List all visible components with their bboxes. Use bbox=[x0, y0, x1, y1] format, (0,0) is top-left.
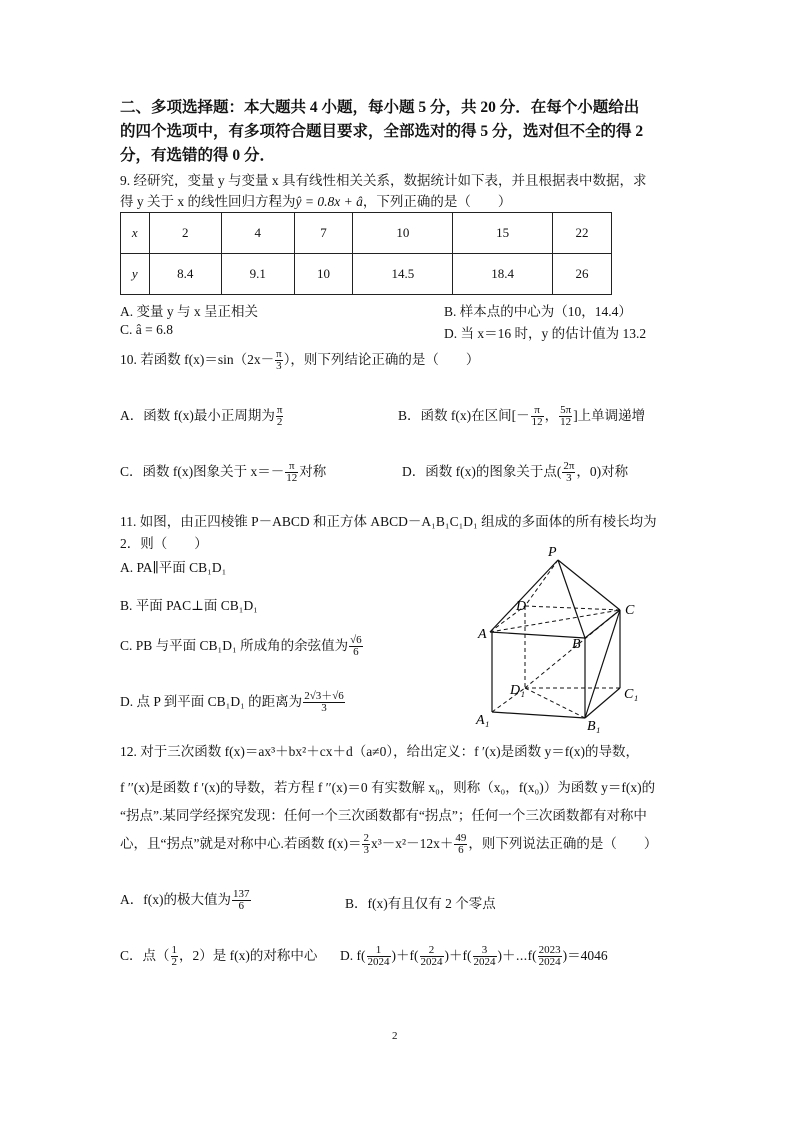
table-cell: y bbox=[121, 254, 150, 295]
polyhedron-figure bbox=[470, 540, 650, 735]
q10-option-a-text: A．函数 f(x)最小正周期为 bbox=[120, 408, 275, 423]
table-cell: 2 bbox=[149, 213, 222, 254]
edge-pc bbox=[558, 560, 620, 610]
q12-option-c-text: C．点（ bbox=[120, 948, 170, 963]
q12-option-d-end: ＝4046 bbox=[567, 948, 608, 963]
q11-c-fraction bbox=[349, 635, 363, 658]
frac-den: 3 bbox=[566, 472, 572, 485]
edge-pb bbox=[558, 560, 585, 638]
q12-fraction-49-6 bbox=[454, 833, 467, 856]
q12-stem-line-4 bbox=[120, 832, 657, 856]
q10-option-d-end: ，0)对称 bbox=[576, 464, 629, 479]
q10-option-a bbox=[120, 404, 284, 428]
q12-d-text: )＋f( bbox=[444, 948, 472, 963]
q10-option-d-text: D．函数 f(x)的图象关于点( bbox=[402, 464, 562, 479]
q12-option-c bbox=[120, 944, 317, 968]
label-p: P bbox=[548, 545, 557, 560]
q9-stem-line-2 bbox=[120, 190, 511, 210]
q10-c-fraction bbox=[285, 461, 298, 484]
q12-stem-mid: x³－x²－12x＋ bbox=[370, 836, 454, 851]
table-cell: 26 bbox=[553, 254, 612, 295]
q12-option-b: B．f(x)有且仅有 2 个零点 bbox=[345, 896, 496, 911]
label-c: C bbox=[625, 603, 635, 618]
frac-den: 2024 bbox=[420, 956, 443, 969]
q12-d-text: )＋f( bbox=[391, 948, 419, 963]
frac-num: π bbox=[285, 461, 298, 473]
q11-stem-line-1: 11. 如图，由正四棱锥 P－ABCD 和正方体 ABCD－A₁B₁C₁D₁ 组成的多面体的所有棱长均为 bbox=[120, 514, 657, 529]
table-cell: 8.4 bbox=[149, 254, 222, 295]
q9-option-b: B. 样本点的中心为（10，14.4） bbox=[444, 304, 632, 319]
q12-option-a bbox=[120, 888, 252, 912]
frac-num: 2 bbox=[420, 945, 444, 957]
frac-den: 2024 bbox=[473, 956, 496, 969]
section-header bbox=[120, 96, 680, 168]
q9-data-table bbox=[120, 212, 612, 295]
edge-a1b1 bbox=[492, 712, 585, 718]
q9-option-a: A. 变量 y 与 x 呈正相关 bbox=[120, 304, 258, 319]
frac-num: 1 bbox=[367, 945, 391, 957]
label-a: A bbox=[478, 627, 487, 642]
frac-num: 49 bbox=[455, 832, 467, 845]
edge-pd bbox=[525, 560, 558, 606]
table-cell: 18.4 bbox=[453, 254, 553, 295]
q11-option-b: B. 平面 PAC⊥面 CB₁D₁ bbox=[120, 598, 258, 613]
q11-d-fraction bbox=[303, 691, 345, 714]
table-row bbox=[121, 254, 612, 295]
label-d: D bbox=[516, 599, 527, 614]
q10-stem bbox=[120, 348, 479, 372]
page-number: 2 bbox=[392, 1030, 398, 1042]
q11-stem-line-2: 2．则（ ） bbox=[120, 536, 208, 551]
q10-stem-text: 10. 若函数 f(x)＝sin（2x－ bbox=[120, 352, 275, 367]
edge-pa bbox=[490, 560, 558, 632]
frac-num: π bbox=[276, 348, 282, 361]
q10-b-comma: ， bbox=[544, 408, 559, 423]
table-cell: 15 bbox=[453, 213, 553, 254]
q12-option-d bbox=[340, 944, 608, 968]
label-b: B bbox=[572, 637, 581, 652]
section-line-3: 分，有选错的得 0 分． bbox=[120, 147, 276, 164]
frac-den: 2 bbox=[276, 416, 283, 429]
q9-stem-line-1: 9. 经研究，变量 y 与变量 x 具有线性相关关系，数据统计如下表，并且根据表中数据，求 bbox=[120, 173, 647, 188]
frac-num: 1 bbox=[171, 944, 178, 957]
frac-den: 6 bbox=[458, 844, 464, 857]
q10-option-b-text: B．函数 f(x)在区间[－ bbox=[398, 408, 530, 423]
table-cell: 14.5 bbox=[353, 254, 453, 295]
q12-stem-line-2: f ′′(x)是函数 f ′(x)的导数，若方程 f ′′(x)＝0 有实数解 x₀，则称（x₀，f(x₀)）为函数 y＝f(x)的 bbox=[120, 780, 656, 795]
q11-option-d bbox=[120, 690, 346, 714]
q11-option-d-text: D. 点 P 到平面 CB₁D₁ 的距离为 bbox=[120, 694, 303, 709]
q12-stem-end: ，则下列说法正确的是（ ） bbox=[468, 836, 658, 851]
label-a1: A₁ bbox=[476, 713, 490, 728]
q10-a-fraction bbox=[276, 405, 284, 428]
q10-option-c bbox=[120, 460, 326, 484]
q9-option-d: D. 当 x＝16 时，y 的估计值为 13.2 bbox=[444, 326, 647, 341]
q12-option-c-end: ，2）是 f(x)的对称中心 bbox=[179, 948, 318, 963]
frac-num: 3 bbox=[473, 945, 497, 957]
table-cell: 22 bbox=[553, 213, 612, 254]
frac-num: 5π bbox=[560, 404, 572, 417]
frac-num: 2π bbox=[563, 460, 575, 473]
q12-fraction-2-3 bbox=[362, 833, 370, 856]
frac-den: 12 bbox=[286, 472, 298, 485]
frac-den: 6 bbox=[238, 900, 244, 913]
q10-b-fraction-1 bbox=[531, 405, 544, 428]
q12-d-fraction-3 bbox=[473, 945, 497, 968]
frac-num: √6 bbox=[350, 634, 362, 647]
q12-d-text: )＋⋯f( bbox=[497, 948, 537, 963]
q10-option-b bbox=[398, 404, 645, 428]
q12-stem-text: 心，且“拐点”就是对称中心.若函数 f(x)＝ bbox=[120, 836, 362, 851]
label-b1: B₁ bbox=[587, 719, 601, 734]
frac-den: 2024 bbox=[538, 956, 561, 969]
table-row bbox=[121, 213, 612, 254]
table-cell: 7 bbox=[294, 213, 353, 254]
table-cell: x bbox=[121, 213, 150, 254]
edge-dc bbox=[525, 606, 620, 610]
section-line-1: 二、多项选择题：本大题共 4 小题，每小题 5 分，共 20 分．在每个小题给出 bbox=[120, 99, 640, 116]
frac-num: 2023 bbox=[538, 944, 561, 957]
q12-option-d-label: D. bbox=[340, 948, 354, 963]
q10-fraction bbox=[275, 349, 283, 372]
q9-regression-equation: ŷ = 0.8x + â bbox=[295, 194, 363, 209]
q12-c-fraction bbox=[171, 945, 179, 968]
frac-num: π bbox=[276, 404, 283, 417]
q12-d-fraction-1 bbox=[367, 945, 391, 968]
frac-num: 137 bbox=[233, 888, 250, 901]
section-line-2: 的四个选项中，有多项符合题目要求，全部选对的得 5 分，选对但不全的得 2 bbox=[120, 123, 644, 140]
frac-den: 6 bbox=[353, 646, 359, 659]
q11-option-c-text: C. PB 与平面 CB₁D₁ 所成角的余弦值为 bbox=[120, 638, 349, 653]
q10-d-fraction bbox=[562, 461, 575, 484]
label-d1: D₁ bbox=[510, 683, 525, 698]
q12-d-text: ) bbox=[562, 948, 568, 963]
q12-d-text: f( bbox=[356, 948, 366, 963]
frac-num: π bbox=[531, 405, 544, 417]
q12-a-fraction bbox=[232, 889, 251, 912]
frac-den: 12 bbox=[531, 416, 543, 429]
q10-b-fraction-2 bbox=[559, 405, 572, 428]
q12-option-a-text: A．f(x)的极大值为 bbox=[120, 892, 231, 907]
frac-den: 3 bbox=[363, 844, 369, 857]
frac-den: 12 bbox=[560, 416, 572, 429]
q9-stem-text: 得 y 关于 x 的线性回归方程为 bbox=[120, 194, 296, 209]
frac-den: 3 bbox=[321, 702, 327, 715]
edge-cb1 bbox=[585, 610, 620, 718]
q10-option-c-end: 对称 bbox=[299, 464, 327, 479]
q10-stem-end: ），则下列结论正确的是（ ） bbox=[283, 352, 480, 367]
frac-num: 2√3＋√6 bbox=[304, 690, 344, 703]
frac-den: 3 bbox=[276, 360, 282, 373]
edge-ac bbox=[490, 610, 620, 632]
q11-option-c bbox=[120, 634, 364, 658]
label-c1: C₁ bbox=[624, 687, 639, 702]
q10-option-d bbox=[402, 460, 628, 484]
table-cell: 10 bbox=[353, 213, 453, 254]
q10-option-c-text: C．函数 f(x)图象关于 x＝－ bbox=[120, 464, 285, 479]
table-cell: 9.1 bbox=[222, 254, 295, 295]
frac-den: 2 bbox=[171, 956, 178, 969]
frac-num: 2 bbox=[363, 832, 369, 845]
q11-option-a: A. PA∥平面 CB₁D₁ bbox=[120, 560, 227, 575]
q9-option-c: C. â = 6.8 bbox=[120, 322, 173, 337]
q12-d-fraction-4 bbox=[538, 945, 562, 968]
q12-d-fraction-2 bbox=[420, 945, 444, 968]
table-cell: 10 bbox=[294, 254, 353, 295]
q12-stem-line-3: “拐点”.某同学经探究发现：任何一个三次函数都有“拐点”；任何一个三次函数都有对称中 bbox=[120, 808, 647, 823]
q12-stem-line-1: 12. 对于三次函数 f(x)＝ax³＋bx²＋cx＋d（a≠0），给出定义：f ′(x)是函数 y＝f(x)的导数， bbox=[120, 744, 640, 759]
edge-ab bbox=[490, 632, 585, 638]
q9-stem-end: ，下列正确的是（ ） bbox=[362, 194, 512, 209]
table-cell: 4 bbox=[222, 213, 295, 254]
q10-option-b-end: ]上单调递增 bbox=[573, 408, 646, 423]
edge-d1b1 bbox=[525, 688, 585, 718]
frac-den: 2024 bbox=[367, 956, 390, 969]
